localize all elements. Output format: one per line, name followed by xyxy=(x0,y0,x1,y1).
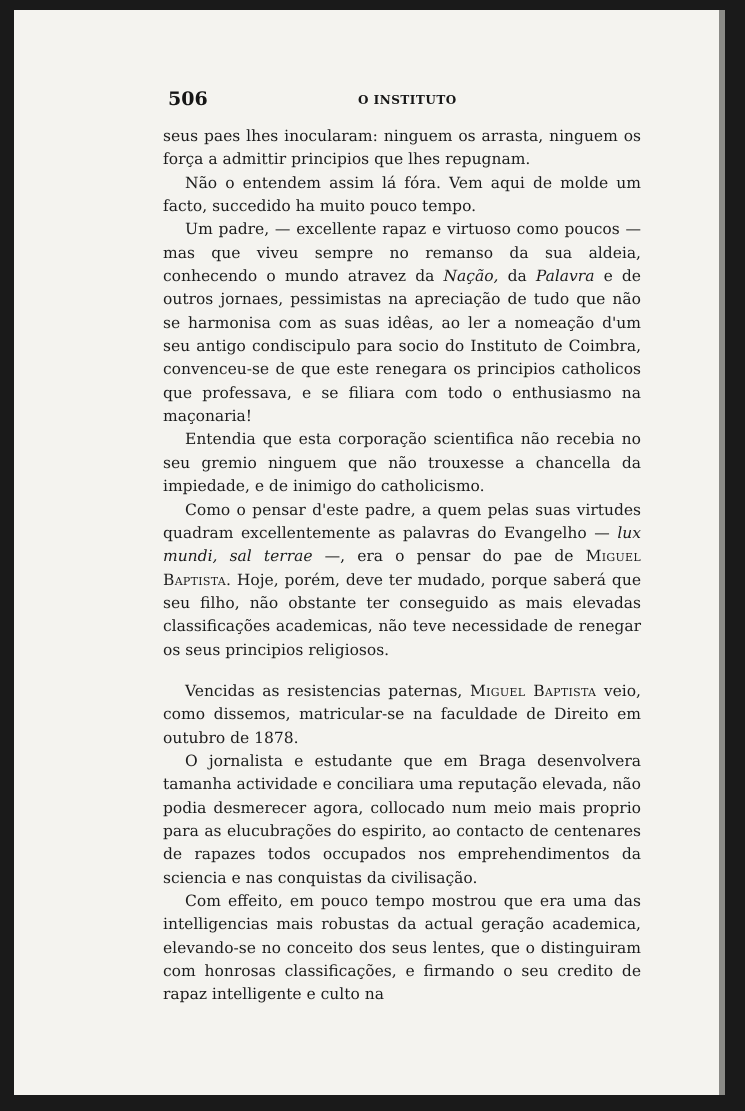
body-text xyxy=(163,125,641,1007)
paragraph-p6 xyxy=(163,680,641,750)
text-run: veio, como dissemos, matricular-se na faculdade de Direito em outubro de 1878. xyxy=(163,681,641,747)
italic-text: Nação, xyxy=(443,267,499,286)
paragraph-p8 xyxy=(163,890,641,1007)
paragraph-p7 xyxy=(163,750,641,890)
text-run: da xyxy=(498,267,536,286)
text-run: O jornalista e estudante que em Braga desenvolvera tamanha actividade e conciliara uma reputação elevada, não podia desmerecer agora, collocado num meio mais proprio para as elucubrações do espirito, ao contacto de centenares de rapazes todos occupados nos emprehendimentos da sciencia e nas conquistas da civilisação. xyxy=(163,751,641,887)
text-run: Vencidas as resistencias paternas, xyxy=(185,681,470,700)
text-run: . Hoje, porém, deve ter mudado, porque saberá que seu filho, não obstante ter conseguido as mais elevadas classificações academicas, não teve necessidade de renegar os seus principios religiosos. xyxy=(163,570,641,659)
text-run: e de outros jornaes, pessimistas na apreciação de tudo que não se harmonisa com as suas idêas, ao ler a nomeação d'um seu antigo condiscipulo para socio do Instituto de Coimbra, convenceu-se de que este renegara os principios catholicos que professava, e se filiara com todo o enthusiasmo na maçonaria! xyxy=(163,267,641,426)
text-run: Entendia que esta corporação scientifica não recebia no seu gremio ninguem que não trouxesse a chancella da impiedade, e de inimigo do catholicismo. xyxy=(163,430,641,496)
paragraph-p5 xyxy=(163,499,641,662)
italic-text: lux mundi, sal terrae xyxy=(163,523,641,566)
text-run: Com effeito, em pouco tempo mostrou que era uma das intelligencias mais robustas da actual geração academica, elevando-se no conceito dos seus lentes, que o distinguiram com honrosas classificações, e firmando o seu credito de rapaz intelligente e culto na xyxy=(163,892,641,1004)
page-number: 506 xyxy=(168,88,208,110)
running-head xyxy=(168,88,638,112)
paragraph-p4 xyxy=(163,428,641,498)
text-run: Como o pensar d'este padre, a quem pelas suas virtudes quadram excellentemente as palavras do Evangelho — xyxy=(163,500,641,542)
text-run: —, era o pensar do pae de xyxy=(312,547,586,566)
journal-title: O INSTITUTO xyxy=(358,93,457,107)
small-caps-name: Miguel Baptista xyxy=(469,681,597,700)
italic-text: Palavra xyxy=(535,267,595,286)
paragraph-p3 xyxy=(163,218,641,428)
paragraph-p2 xyxy=(163,172,641,219)
small-caps-name: Miguel Baptista xyxy=(163,547,641,589)
text-run: seus paes lhes inocularam: ninguem os arrasta, ninguem os força a admittir principios que lhes repugnam. xyxy=(163,127,641,169)
paragraph-p1 xyxy=(163,125,641,172)
text-run: Não o entendem assim lá fóra. Vem aqui de molde um facto, succedido ha muito pouco tempo. xyxy=(163,173,641,216)
page-edge xyxy=(719,10,725,1095)
text-run: Um padre, — excellente rapaz e virtuoso como poucos — mas que viveu sempre no remanso da sua aldeia, conhecendo o mundo atravez da xyxy=(163,220,641,286)
